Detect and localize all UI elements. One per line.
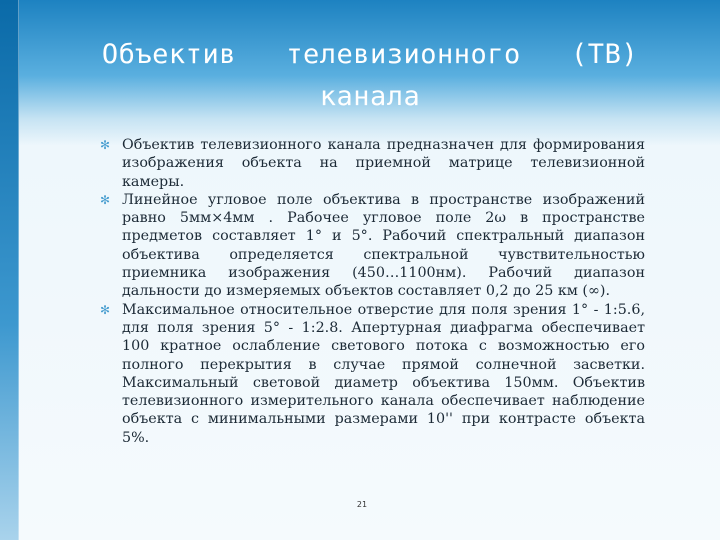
- bullet-text: Линейное угловое поле объектива в пространстве изображений равно 5мм×4мм . Рабочее угловое поле 2ω в пространстве предметов составляет 1° и 5°. Рабочий спектральный диапазон объектива определяется спектральной чувствительностью приемника изображения (450…1100нм). Рабочий диапазон дальности до измеряемых объектов составляет 0,2 до 25 км (∞).: [122, 191, 645, 300]
- bullet-text: Объектив телевизионного канала предназначен для формирования изображения объекта на приемной матрице телевизионной камеры.: [122, 137, 645, 190]
- asterisk-bullet-icon: ✻: [100, 138, 111, 152]
- asterisk-bullet-icon: ✻: [100, 302, 111, 317]
- bullet-text: Максимальное относительное отверстие для поля зрения 1° - 1:5.6, для поля зрения 5° - 1:2.8. Апертурная диафрагма обеспечивает 100 кратное ослабление светового потока с возможностью его полного перекрытия в случае прямой солнечной засветки. Максимальный световой диаметр объектива 150мм. Объектив телевизионного измерительного канала обеспечивает наблюдение объекта с минимальными размерами 10'' при контрасте объекта 5%.: [122, 301, 645, 446]
- bullet-item: [100, 136, 645, 191]
- slide-title: Объектив телевизионного (ТВ) канала: [101, 39, 639, 112]
- left-accent-band: [0, 0, 19, 540]
- asterisk-bullet-icon: ✻: [100, 192, 111, 207]
- bullet-list: [100, 136, 645, 447]
- page-number: 21: [356, 500, 368, 509]
- bullet-item: [100, 301, 645, 447]
- bullet-item: [100, 191, 645, 301]
